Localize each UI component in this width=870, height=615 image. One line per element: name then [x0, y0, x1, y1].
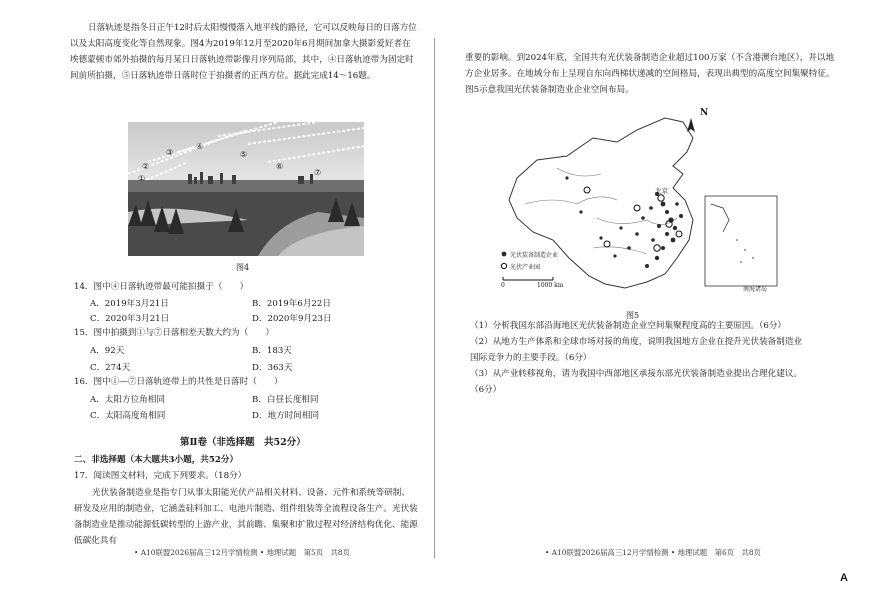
- sunset-trails-image: [128, 122, 364, 256]
- q17-part3: （3）从产业转移视角，请为我国中西部地区承接东部光伏装备制造业提出合理化建议。（6分）: [470, 369, 803, 395]
- legend-industrial-park: 光伏产业园: [510, 264, 541, 271]
- trail-marker-3: ③: [166, 148, 174, 157]
- north-arrow-label: N: [700, 108, 709, 118]
- q16-stem: 16．图中①—⑦日落轨迹带上的共性是日落时（ ）: [74, 377, 283, 387]
- q15-option-b[interactable]: B．183天: [252, 346, 292, 356]
- q14-option-c[interactable]: C．2020年3月21日: [90, 314, 170, 324]
- q16-option-d[interactable]: D．地方时间相同: [252, 411, 320, 421]
- q16-option-a[interactable]: A．太阳方位角相同: [90, 395, 165, 405]
- scale-zero: 0: [501, 282, 505, 289]
- trail-marker-4: ④: [196, 142, 204, 151]
- trail-marker-5: ⑤: [240, 150, 248, 159]
- q16-option-c[interactable]: C．太阳高度角相同: [90, 411, 166, 421]
- trail-marker-1: ①: [138, 174, 146, 183]
- right-footer: • A10联盟2026届高三12月学情检测 • 地理试题 第6页 共8页: [545, 548, 761, 557]
- china-map-graphic: [497, 108, 787, 308]
- right-intro-paragraph: 重要的影响。到2024年底，全国共有光伏装备制造企业超过100万家（不含港澳台地区），并以地方企业居多。在地域分布上呈现自东向西梯状递减的空间格局，表现出典型的高度空间集聚特征。图5示意我国光伏装备制造业企业空间布局。: [465, 53, 835, 95]
- inset-label: 南海诸岛: [743, 286, 768, 293]
- q15-option-c[interactable]: C．274天: [90, 363, 131, 373]
- q16-option-b[interactable]: B．白昼长度相同: [252, 395, 319, 405]
- q14-stem: 14．图中④日落轨迹带最可能拍摄于（ ）: [74, 282, 249, 292]
- trail-marker-7: ⑦: [314, 168, 322, 177]
- figure4-caption: 图4: [236, 263, 250, 272]
- section2-title: 第Ⅱ卷（非选择题 共52分）: [180, 437, 306, 448]
- q17-material: 光伏装备制造业是指专门从事太阳能光伏产品相关材料、设备、元件和系统等研制、研发及应用的制造业，它涵盖硅料加工、电池片制造、组件组装等全流程设备生产。光伏装备制造业是推动能源低碳转型的上游产业，其前瞻、集聚和扩散过程对经济结构优化、能源低碳化具有: [74, 488, 418, 546]
- figure5-map: [497, 108, 787, 308]
- corner-mark: A: [840, 572, 848, 584]
- q15-option-d[interactable]: D．363天: [252, 363, 293, 373]
- intro-paragraph: 日落轨迹是指冬日正午12时后太阳慢慢落入地平线的路径，它可以反映每日的日落方位以及太阳高度变化等自然现象。图4为2019年12月至2020年6月期间加拿大摄影爱好者在埃德蒙顿市郊外拍摄的每月某日日落轨迹带影像月序列局部，其中，④日落轨迹带为固定时间前所拍摄，⑤日落轨迹带日落时位于拍摄者的正西方位。据此完成14～16题。: [70, 23, 417, 81]
- q14-option-a[interactable]: A．2019年3月21日: [90, 299, 169, 309]
- q17-part1: （1）分析我国东部沿海地区光伏装备制造企业空间集聚程度高的主要原因。（6分）: [470, 321, 787, 331]
- q15-stem: 15．图中拍摄到①与⑦日落相差天数大约为（ ）: [74, 328, 274, 338]
- scale-label: 1000 km: [537, 282, 564, 289]
- left-footer: • A10联盟2026届高三12月学情检测 • 地理试题 第5页 共8页: [134, 548, 350, 557]
- q15-option-a[interactable]: A．92天: [90, 346, 125, 356]
- trail-marker-2: ②: [142, 162, 150, 171]
- section2-subtitle: 二、非选择题（本大题共3小题，共52分）: [74, 455, 239, 465]
- legend-enterprise: 光伏装备制造企业: [510, 252, 559, 259]
- figure4-photo: [128, 122, 364, 256]
- figure5-caption: 图5: [626, 311, 640, 320]
- q17-part2: （2）从地方生产体系和全球市场对接的角度，说明我国地方企业在提升光伏装备制造业国际竞争力的主要手段。（6分）: [470, 337, 803, 363]
- q17-stem: 17．阅读图文材料，完成下列要求。（18分）: [74, 471, 247, 481]
- q14-option-d[interactable]: D．2020年9月23日: [252, 314, 332, 324]
- beijing-label: 北京: [655, 187, 668, 195]
- trail-marker-6: ⑥: [276, 162, 284, 171]
- q14-option-b[interactable]: B．2019年6月22日: [252, 299, 331, 309]
